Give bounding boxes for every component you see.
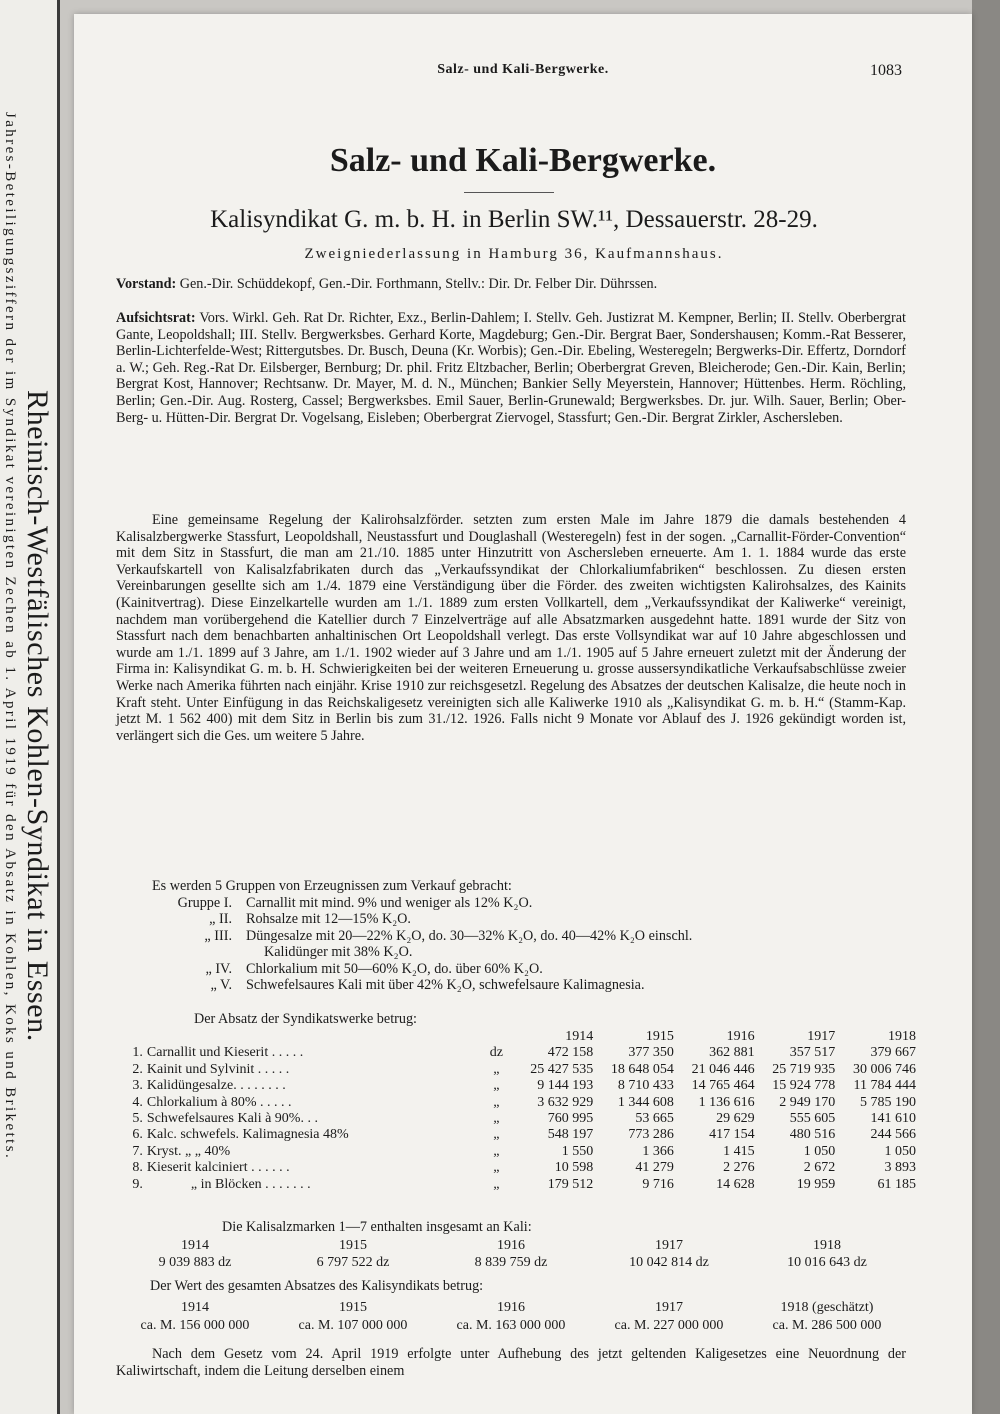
- cell-value: 548 197: [547, 1127, 594, 1143]
- row-unit: dz: [489, 1045, 503, 1061]
- cell-value: 19 959: [796, 1176, 836, 1192]
- group-text: Schwefelsaures Kali mit über 42% K₂O, schwefelsaure Kalimagnesia.: [246, 977, 645, 993]
- year-label: 1914: [181, 1300, 209, 1315]
- group-number: Gruppe I.: [177, 894, 232, 911]
- group-text: Düngesalze mit 20—22% K₂O, do. 30—32% K₂O, do. 40—42% K₂O einschl.: [246, 927, 693, 944]
- row-unit: „: [493, 1111, 500, 1127]
- group-text: Carnallit mit mind. 9% und weniger als 12% K₂O.: [246, 894, 533, 911]
- year-header: 1917: [807, 1029, 836, 1044]
- value-years-row: [116, 1300, 906, 1316]
- row-index: 5.: [132, 1111, 143, 1127]
- group-row: [116, 944, 906, 961]
- branch-line: Zweigniederlassung in Hamburg 36, Kaufmannshaus.: [304, 246, 724, 262]
- cell-value: 2 949 170: [779, 1094, 836, 1110]
- cell-value: 472 158: [547, 1045, 594, 1061]
- cell-value: 41 279: [635, 1160, 674, 1176]
- group-row: [116, 961, 906, 978]
- binding-small-text: Jahres-Beteiligungsziffern der im Syndikat vereinigten Zechen ab 1. April 1919 für den Absatz in Kohlen, Koks und Briketts.: [2, 112, 18, 1161]
- row-index: 1.: [132, 1045, 143, 1061]
- row-index: 4.: [132, 1094, 143, 1110]
- vorstand-paragraph: [116, 276, 906, 293]
- year-header: 1916: [726, 1029, 755, 1044]
- table-row: [116, 1127, 916, 1143]
- cell-value: 362 881: [709, 1045, 755, 1061]
- cell-value: 2 672: [803, 1160, 836, 1176]
- title-rule: [464, 192, 554, 193]
- kali-value: 9 039 883 dz: [158, 1255, 232, 1270]
- final-paragraph: Nach dem Gesetz vom 24. April 1919 erfolgte unter Aufhebung des jetzt geltenden Kaligesetzes eine Neuordnung der Kaliwirtschaft, indem die Leitung derselben einem: [116, 1346, 906, 1379]
- row-label: Kryst. „ „ 40%: [146, 1143, 231, 1159]
- value-amounts-row: [116, 1318, 906, 1334]
- cell-value: 379 667: [870, 1045, 916, 1061]
- cell-value: 15 924 778: [772, 1078, 836, 1094]
- year-header: 1914: [565, 1029, 594, 1044]
- cell-value: 14 628: [716, 1176, 755, 1192]
- row-label: Kieserit kalciniert . . . . . .: [146, 1160, 290, 1176]
- cell-value: 417 154: [709, 1127, 755, 1143]
- aufsichtsrat-paragraph: [116, 310, 906, 426]
- sales-header-row: [116, 1029, 916, 1045]
- row-index: 2.: [132, 1061, 143, 1077]
- cell-value: 1 136 616: [698, 1094, 755, 1110]
- value-amount: ca. M. 107 000 000: [298, 1318, 408, 1333]
- sales-table: [116, 1029, 916, 1193]
- running-head: Salz- und Kali-Bergwerke.: [437, 62, 609, 77]
- aufsichtsrat-text: Vors. Wirkl. Geh. Rat Dr. Richter, Exz., Berlin-Dahlem; I. Stellv. Geh. Justizrat M. Kempner, Berlin; II. Stellv. Oberbergrat Gante, Leopoldshall; III. Stellv. Bergwerksbes. Gerhard Korte, Magdeburg; Gen.-Dir. Bergrat Baer, Sondershausen; Komm.-Rat Besserer, Berlin-Lichterfelde-West; Rittergutsbes. Dr. Busch, Deuna (Kr. Worbis); Gen.-Dir. Ebeling, Westeregeln; Bergwerks-Dir. Effertz, Dorndorf a. W.; Geh. Reg.-Rat Dr. Eilsberger, Bernburg; Dr. phil. Fritz Eltzbacher, Berlin; Oberbergrat Greven, Bleicherode; Gen.-Dir. Kain, Berlin; Bergrat Kost, Hannover; Rechtsanw. Dr. Mayer, M. d. N., München; Bankier Selly Meyerstein, Hannover; Hüttenbes. Herm. Röchling, Berlin; Gen.-Dir. Aug. Rosterg, Cassel; Bergwerksbes. Emil Sauer, Berlin-Grunewald; Bergwerksbes. Dr. jur. Wilh. Sauer, Berlin; Ober-Berg- u. Hütten-Dir. Bergrat Dr. Vogelsang, Eisleben; Oberbergrat Ziervogel, Stassfurt; Gen.-Dir. Bergrat Zirkler, Aschersleben.: [116, 310, 906, 426]
- company-heading: Kalisyndikat G. m. b. H. in Berlin SW.¹¹, Dessauerstr. 28-29.: [210, 206, 818, 233]
- binding-strip: [0, 0, 60, 1414]
- cell-value: 1 415: [723, 1143, 755, 1159]
- cell-value: 141 610: [870, 1111, 916, 1127]
- row-unit: „: [493, 1143, 500, 1159]
- cell-value: 773 286: [628, 1127, 674, 1143]
- cell-value: 179 512: [547, 1176, 594, 1192]
- cell-value: 1 366: [642, 1143, 674, 1159]
- table-row: [116, 1078, 916, 1094]
- kali-value: 10 016 643 dz: [787, 1255, 867, 1270]
- cell-value: 29 629: [716, 1111, 755, 1127]
- row-label: Chlorkalium à 80% . . . . .: [146, 1094, 292, 1110]
- cell-value: 3 893: [884, 1160, 916, 1176]
- kali-years-row: [116, 1238, 906, 1254]
- kali-content-sentence: Die Kalisalzmarken 1—7 enthalten insgesamt an Kali:: [222, 1219, 532, 1235]
- row-unit: „: [493, 1078, 500, 1094]
- group-row: [116, 895, 906, 912]
- kali-value: 10 042 814 dz: [629, 1255, 709, 1270]
- year-label: 1917: [655, 1300, 683, 1315]
- document-page: [74, 14, 972, 1414]
- year-label: 1918: [813, 1238, 841, 1253]
- page-number: 1083: [870, 62, 902, 79]
- cell-value: 2 276: [723, 1160, 755, 1176]
- year-header: 1918: [888, 1029, 916, 1044]
- row-label: Kainit und Sylvinit . . . . .: [146, 1061, 290, 1077]
- cell-value: 760 995: [547, 1111, 594, 1127]
- history-paragraph: Eine gemeinsame Regelung der Kalirohsalzförder. setzten zum ersten Male im Jahre 1879 die damals bestehenden 4 Kalisalzbergwerke Stassfurt, Leopoldshall, Neustassfurt und Douglashall (Westeregeln) fest in der sogen. „Carnallit-Förder-Convention“ mit dem Sitz in Stassfurt, die man am 21./10. 1885 unter Hinzutritt von Aschersleben erneuerte. Am 1. 1. 1884 wurde das erste Verkaufskartell von Kalisalzfabrikaten durch das „Verkaufssyndikat der Chlorkaliumfabriken“ beschlossen. Zu diesen ersten Vereinbarungen gesellte sich am 1./4. 1879 eine Verständigung über die Förder. des zweiten wichtigsten Kalirohsalzes, des Kainits (Kainitvertrag). Diese Einzelkartelle wurden am 1./1. 1889 zum ersten Vollkartell, dem „Verkaufssyndikat der Kaliwerke“ vereinigt, nachdem man vorübergehend die Katellier durch 7 Einzelverträge auf alle Absatzmarken ausgedehnt hatte. 1891 wurde der Sitz von Stassfurt nach dem benachbarten anhaltinischen Ort Leopoldshall verlegt. Das erste Vollsyndikat war auf 10 Jahre abgeschlossen und wurde am 1./1. 1899 auf 3 Jahre, am 1./1. 1902 wieder auf 3 Jahre und am 1./1. 1905 auf 5 Jahre erneuert zuletzt mit der Änderung der Firma in: Kalisyndikat G. m. b. H. Schwierigkeiten bei der weiteren Erneuerung u. grosse aussersyndikatliche Verkaufsabschlüsse zweier Werke nach Amerika führten nach einjähr. Krise 1910 zur reichsgesetzl. Regelung des Absatzes der deutschen Kalisalze, die heute noch in Kraft steht. Unter Einfügung in das Reichskaligesetz vereinigten sich alle Kaliwerke 1910 als „Kalisyndikat G. m. b. H.“ (Stamm-Kap. jetzt M. 1 562 400) mit dem Sitz in Berlin bis zum 31./12. 1926. Falls nicht 9 Monate vor Ablauf des J. 1926 gekündigt worden ist, verlängert sich die Ges. um weitere 5 Jahre.: [116, 512, 906, 744]
- row-unit: „: [493, 1160, 500, 1176]
- group-row: [116, 928, 906, 945]
- cell-value: 1 550: [561, 1143, 594, 1159]
- cell-value: 10 598: [554, 1160, 594, 1176]
- cell-value: 14 765 464: [691, 1078, 755, 1094]
- page-edge-shadow: [972, 0, 1000, 1414]
- value-sentence: Der Wert des gesamten Absatzes des Kalisyndikats betrug:: [150, 1278, 484, 1294]
- table-row: [116, 1111, 916, 1127]
- vorstand-label: Vorstand:: [116, 276, 177, 292]
- table-row: [116, 1045, 916, 1061]
- cell-value: 1 050: [803, 1143, 836, 1159]
- year-label: 1917: [655, 1238, 683, 1253]
- cell-value: 244 566: [870, 1127, 916, 1143]
- value-amount: ca. M. 163 000 000: [456, 1318, 566, 1333]
- kali-value: 6 797 522 dz: [316, 1255, 390, 1270]
- cell-value: 1 050: [884, 1143, 916, 1159]
- row-index: 9.: [132, 1176, 143, 1192]
- cell-value: 357 517: [789, 1045, 836, 1061]
- kali-values-row: [116, 1255, 906, 1271]
- cell-value: 25 427 535: [530, 1061, 594, 1077]
- binding-syndicate-title: Rheinisch-Westfälisches Kohlen-Syndikat in Essen.: [21, 390, 54, 1042]
- table-row: [116, 1144, 916, 1160]
- cell-value: 11 784 444: [853, 1078, 916, 1094]
- year-header: 1915: [645, 1029, 674, 1044]
- row-unit: „: [493, 1127, 500, 1143]
- group-number: „ II.: [209, 911, 232, 927]
- row-index: 6.: [132, 1127, 143, 1143]
- row-label: Schwefelsaures Kali à 90%. . .: [146, 1111, 318, 1127]
- group-number: „ V.: [210, 977, 232, 993]
- product-groups: [116, 878, 906, 994]
- year-label: 1916: [497, 1238, 525, 1253]
- value-amount: ca. M. 286 500 000: [772, 1318, 882, 1333]
- year-label: 1915: [339, 1238, 367, 1253]
- cell-value: 30 006 746: [853, 1061, 916, 1077]
- vorstand-text: Gen.-Dir. Schüddekopf, Gen.-Dir. Forthmann, Stellv.: Dir. Dr. Felber Dir. Dührssen.: [179, 276, 658, 292]
- row-unit: „: [493, 1094, 500, 1110]
- cell-value: 555 605: [789, 1111, 836, 1127]
- table-row: [116, 1095, 916, 1111]
- cell-value: 21 046 446: [691, 1061, 755, 1077]
- group-row: [116, 911, 906, 928]
- cell-value: 9 716: [642, 1176, 674, 1192]
- groups-intro: Es werden 5 Gruppen von Erzeugnissen zum Verkauf gebracht:: [152, 878, 512, 894]
- value-amount: ca. M. 156 000 000: [140, 1318, 250, 1333]
- cell-value: 9 144 193: [537, 1078, 594, 1094]
- cell-value: 1 344 608: [617, 1094, 674, 1110]
- row-label: Kalidüngesalze. . . . . . . .: [146, 1078, 286, 1094]
- cell-value: 377 350: [628, 1045, 674, 1061]
- table-row: [116, 1177, 916, 1193]
- row-label: Carnallit und Kieserit . . . . .: [146, 1045, 304, 1061]
- cell-value: 3 632 929: [537, 1094, 594, 1110]
- section-title: Salz- und Kali-Bergwerke.: [329, 142, 717, 179]
- group-row: [116, 977, 906, 994]
- value-amount: ca. M. 227 000 000: [614, 1318, 724, 1333]
- table-row: [116, 1062, 916, 1078]
- group-number: [116, 944, 246, 961]
- kali-value: 8 839 759 dz: [474, 1255, 548, 1270]
- row-index: 7.: [132, 1143, 143, 1159]
- cell-value: 18 648 054: [610, 1061, 674, 1077]
- year-label: 1918 (geschätzt): [780, 1300, 874, 1315]
- row-index: 3.: [132, 1078, 143, 1094]
- aufsichtsrat-label: Aufsichtsrat:: [116, 310, 196, 326]
- cell-value: 25 719 935: [772, 1061, 836, 1077]
- cell-value: 5 785 190: [860, 1094, 916, 1110]
- row-unit: „: [493, 1061, 500, 1077]
- row-unit: „: [493, 1176, 500, 1192]
- group-text: Rohsalze mit 12—15% K₂O.: [246, 911, 411, 927]
- group-number: „ III.: [204, 927, 232, 944]
- group-number: „ IV.: [205, 960, 232, 977]
- cell-value: 61 185: [877, 1176, 916, 1192]
- row-label: Kalc. schwefels. Kalimagnesia 48%: [146, 1127, 349, 1143]
- row-label: „ in Blöcken . . . . . . .: [190, 1176, 311, 1192]
- year-label: 1914: [181, 1238, 209, 1253]
- cell-value: 53 665: [635, 1111, 674, 1127]
- row-index: 8.: [132, 1160, 143, 1176]
- year-label: 1915: [339, 1300, 367, 1315]
- group-text: Kalidünger mit 38% K₂O.: [264, 944, 413, 960]
- group-text: Chlorkalium mit 50—60% K₂O, do. über 60% K₂O.: [246, 960, 543, 977]
- cell-value: 8 710 433: [617, 1078, 674, 1094]
- cell-value: 480 516: [789, 1127, 836, 1143]
- table-row: [116, 1160, 916, 1176]
- year-label: 1916: [497, 1300, 525, 1315]
- sales-intro: Der Absatz der Syndikatswerke betrug:: [194, 1011, 417, 1027]
